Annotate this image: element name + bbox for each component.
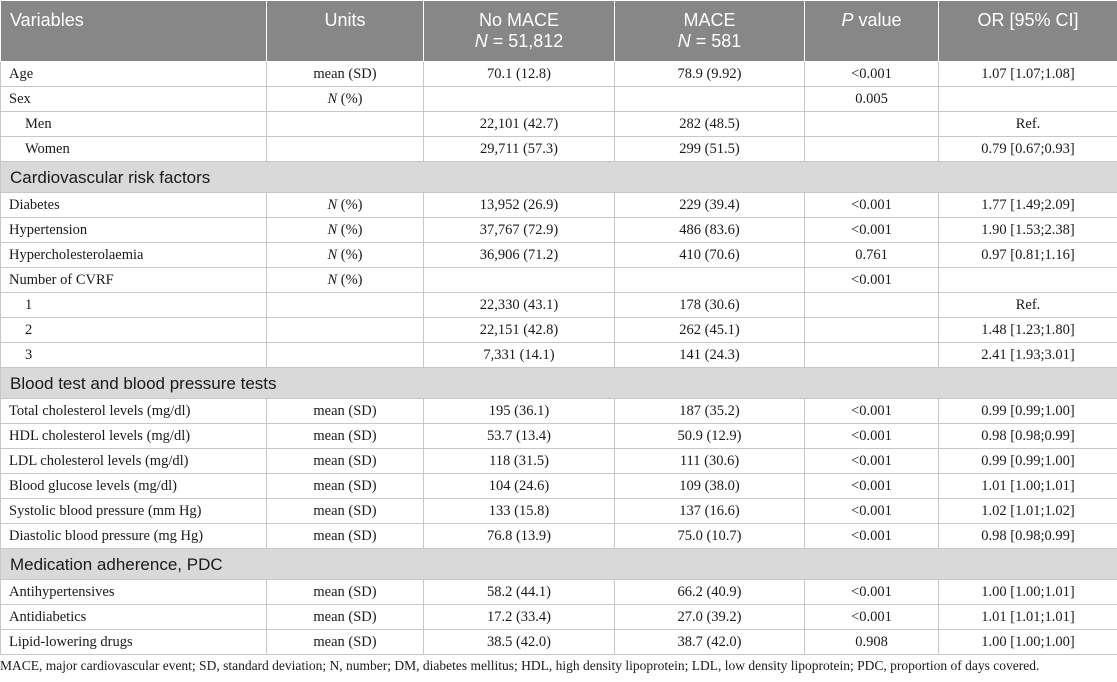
cell-mace: 111 (30.6) bbox=[615, 449, 805, 474]
table-row bbox=[1, 87, 1117, 112]
header-variables: Variables bbox=[1, 1, 267, 62]
cell-no-mace: 29,711 (57.3) bbox=[424, 137, 615, 162]
cell-p-value bbox=[805, 112, 939, 137]
cell-no-mace: 22,101 (42.7) bbox=[424, 112, 615, 137]
cell-units: mean (SD) bbox=[267, 630, 424, 655]
units-rest: (%) bbox=[337, 196, 363, 213]
section-label: Medication adherence, PDC bbox=[1, 549, 1117, 580]
cell-p-value: <0.001 bbox=[805, 449, 939, 474]
table-row bbox=[1, 243, 1117, 268]
cell-p-value bbox=[805, 137, 939, 162]
cell-or bbox=[939, 268, 1117, 293]
cell-or: 1.00 [1.00;1.01] bbox=[939, 580, 1117, 605]
cell-no-mace: 53.7 (13.4) bbox=[424, 424, 615, 449]
cell-p-value: 0.908 bbox=[805, 630, 939, 655]
cell-mace bbox=[615, 268, 805, 293]
table-row bbox=[1, 499, 1117, 524]
cell-p-value: <0.001 bbox=[805, 62, 939, 87]
table-row bbox=[1, 449, 1117, 474]
cell-mace: 50.9 (12.9) bbox=[615, 424, 805, 449]
cell-no-mace: 76.8 (13.9) bbox=[424, 524, 615, 549]
cell-p-value: <0.001 bbox=[805, 424, 939, 449]
header-mace-n-value: = 581 bbox=[690, 31, 742, 51]
section-label: Cardiovascular risk factors bbox=[1, 162, 1117, 193]
cell-units bbox=[267, 243, 424, 268]
cell-p-value: <0.001 bbox=[805, 605, 939, 630]
cell-mace: 282 (48.5) bbox=[615, 112, 805, 137]
cell-p-value: <0.001 bbox=[805, 524, 939, 549]
cell-or: 1.02 [1.01;1.02] bbox=[939, 499, 1117, 524]
cell-mace: 299 (51.5) bbox=[615, 137, 805, 162]
units-n-label: N bbox=[327, 271, 338, 288]
table-row bbox=[1, 193, 1117, 218]
cell-units: mean (SD) bbox=[267, 474, 424, 499]
cell-mace: 178 (30.6) bbox=[615, 293, 805, 318]
cell-units bbox=[267, 268, 424, 293]
cell-variable: Antihypertensives bbox=[1, 580, 267, 605]
table-row bbox=[1, 137, 1117, 162]
cell-variable: 1 bbox=[1, 293, 267, 318]
cell-units bbox=[267, 87, 424, 112]
cell-no-mace: 104 (24.6) bbox=[424, 474, 615, 499]
cell-or: 1.01 [1.00;1.01] bbox=[939, 474, 1117, 499]
units-rest: (%) bbox=[337, 246, 363, 263]
units-n-label: N bbox=[327, 90, 338, 107]
units-rest: (%) bbox=[337, 221, 363, 238]
header-row bbox=[1, 1, 1117, 62]
section-row bbox=[1, 162, 1117, 193]
units-n-label: N bbox=[327, 196, 338, 213]
table-body bbox=[1, 62, 1117, 655]
cell-mace: 109 (38.0) bbox=[615, 474, 805, 499]
table-header bbox=[1, 1, 1117, 62]
table-row bbox=[1, 424, 1117, 449]
cell-or: Ref. bbox=[939, 112, 1117, 137]
cell-no-mace: 195 (36.1) bbox=[424, 399, 615, 424]
cell-variable: Hypercholesterolaemia bbox=[1, 243, 267, 268]
cell-or: Ref. bbox=[939, 293, 1117, 318]
cell-no-mace: 118 (31.5) bbox=[424, 449, 615, 474]
cell-units bbox=[267, 112, 424, 137]
header-p-value: P value bbox=[805, 1, 939, 62]
cell-or: 0.99 [0.99;1.00] bbox=[939, 399, 1117, 424]
units-rest: (%) bbox=[337, 90, 363, 107]
cell-or: 1.90 [1.53;2.38] bbox=[939, 218, 1117, 243]
header-mace: MACE N = 581 bbox=[615, 1, 805, 62]
cell-or: 0.99 [0.99;1.00] bbox=[939, 449, 1117, 474]
cell-no-mace bbox=[424, 268, 615, 293]
table-row bbox=[1, 293, 1117, 318]
header-units: Units bbox=[267, 1, 424, 62]
table-row bbox=[1, 474, 1117, 499]
cell-no-mace: 58.2 (44.1) bbox=[424, 580, 615, 605]
cell-units bbox=[267, 193, 424, 218]
cell-mace: 486 (83.6) bbox=[615, 218, 805, 243]
cell-mace: 27.0 (39.2) bbox=[615, 605, 805, 630]
units-n-label: N bbox=[327, 221, 338, 238]
cell-p-value bbox=[805, 318, 939, 343]
table-row bbox=[1, 524, 1117, 549]
cell-variable: Total cholesterol levels (mg/dl) bbox=[1, 399, 267, 424]
cell-or: 2.41 [1.93;3.01] bbox=[939, 343, 1117, 368]
cell-variable: LDL cholesterol levels (mg/dl) bbox=[1, 449, 267, 474]
table-row bbox=[1, 268, 1117, 293]
cell-mace: 187 (35.2) bbox=[615, 399, 805, 424]
cell-p-value: <0.001 bbox=[805, 268, 939, 293]
cell-p-value: <0.001 bbox=[805, 474, 939, 499]
cell-mace: 141 (24.3) bbox=[615, 343, 805, 368]
units-n-label: N bbox=[327, 246, 338, 263]
cell-units: mean (SD) bbox=[267, 580, 424, 605]
header-mace-n-label: N bbox=[677, 31, 691, 51]
cell-p-value bbox=[805, 293, 939, 318]
cell-units: mean (SD) bbox=[267, 424, 424, 449]
cell-p-value: <0.001 bbox=[805, 193, 939, 218]
cell-or: 1.00 [1.00;1.00] bbox=[939, 630, 1117, 655]
cell-no-mace: 133 (15.8) bbox=[424, 499, 615, 524]
header-no-mace-n-value: = 51,812 bbox=[487, 31, 564, 51]
table-footnote: MACE, major cardiovascular event; SD, standard deviation; N, number; DM, diabetes mellitus; HDL, high density lipoprotein; LDL, low density lipoprotein; PDC, proportion of days covered. bbox=[0, 658, 1040, 673]
cell-variable: Women bbox=[1, 137, 267, 162]
cell-mace: 262 (45.1) bbox=[615, 318, 805, 343]
cell-variable: Men bbox=[1, 112, 267, 137]
cell-units: mean (SD) bbox=[267, 399, 424, 424]
header-no-mace-n-label: N bbox=[474, 31, 488, 51]
table-row bbox=[1, 318, 1117, 343]
cell-p-value: <0.001 bbox=[805, 499, 939, 524]
cell-or: 0.79 [0.67;0.93] bbox=[939, 137, 1117, 162]
cell-no-mace bbox=[424, 87, 615, 112]
cell-no-mace: 38.5 (42.0) bbox=[424, 630, 615, 655]
cell-mace: 137 (16.6) bbox=[615, 499, 805, 524]
cell-variable: Systolic blood pressure (mm Hg) bbox=[1, 499, 267, 524]
table-row bbox=[1, 62, 1117, 87]
cell-mace: 66.2 (40.9) bbox=[615, 580, 805, 605]
cell-mace: 75.0 (10.7) bbox=[615, 524, 805, 549]
cell-or: 1.77 [1.49;2.09] bbox=[939, 193, 1117, 218]
cell-mace: 78.9 (9.92) bbox=[615, 62, 805, 87]
cell-p-value: 0.761 bbox=[805, 243, 939, 268]
cell-p-value bbox=[805, 343, 939, 368]
cell-units: mean (SD) bbox=[267, 449, 424, 474]
section-row bbox=[1, 368, 1117, 399]
table-row bbox=[1, 399, 1117, 424]
cell-no-mace: 37,767 (72.9) bbox=[424, 218, 615, 243]
cell-no-mace: 17.2 (33.4) bbox=[424, 605, 615, 630]
cell-variable: Sex bbox=[1, 87, 267, 112]
cell-no-mace: 36,906 (71.2) bbox=[424, 243, 615, 268]
cell-or: 1.01 [1.01;1.01] bbox=[939, 605, 1117, 630]
cell-or: 0.98 [0.98;0.99] bbox=[939, 424, 1117, 449]
cell-variable: Age bbox=[1, 62, 267, 87]
cell-variable: HDL cholesterol levels (mg/dl) bbox=[1, 424, 267, 449]
table-row bbox=[1, 580, 1117, 605]
cell-units bbox=[267, 293, 424, 318]
cell-or: 1.07 [1.07;1.08] bbox=[939, 62, 1117, 87]
cell-variable: Antidiabetics bbox=[1, 605, 267, 630]
cell-no-mace: 70.1 (12.8) bbox=[424, 62, 615, 87]
cell-units bbox=[267, 318, 424, 343]
section-row bbox=[1, 549, 1117, 580]
cell-p-value: <0.001 bbox=[805, 580, 939, 605]
cell-variable: 2 bbox=[1, 318, 267, 343]
table-row bbox=[1, 218, 1117, 243]
table-row bbox=[1, 605, 1117, 630]
header-no-mace: No MACE N = 51,812 bbox=[424, 1, 615, 62]
section-label: Blood test and blood pressure tests bbox=[1, 368, 1117, 399]
cell-variable: Diastolic blood pressure (mg Hg) bbox=[1, 524, 267, 549]
cell-no-mace: 22,330 (43.1) bbox=[424, 293, 615, 318]
cell-variable: Hypertension bbox=[1, 218, 267, 243]
cell-mace: 410 (70.6) bbox=[615, 243, 805, 268]
cell-mace: 229 (39.4) bbox=[615, 193, 805, 218]
header-or: OR [95% CI] bbox=[939, 1, 1117, 62]
cell-units: mean (SD) bbox=[267, 62, 424, 87]
units-rest: (%) bbox=[337, 271, 363, 288]
cell-p-value: <0.001 bbox=[805, 218, 939, 243]
cell-units: mean (SD) bbox=[267, 499, 424, 524]
cell-units bbox=[267, 218, 424, 243]
cell-mace: 38.7 (42.0) bbox=[615, 630, 805, 655]
cell-or: 0.97 [0.81;1.16] bbox=[939, 243, 1117, 268]
table-row bbox=[1, 343, 1117, 368]
cell-variable: Blood glucose levels (mg/dl) bbox=[1, 474, 267, 499]
cell-variable: Diabetes bbox=[1, 193, 267, 218]
cell-units bbox=[267, 343, 424, 368]
table-row bbox=[1, 112, 1117, 137]
cell-mace bbox=[615, 87, 805, 112]
cell-units: mean (SD) bbox=[267, 605, 424, 630]
cell-or bbox=[939, 87, 1117, 112]
cell-or: 1.48 [1.23;1.80] bbox=[939, 318, 1117, 343]
cell-or: 0.98 [0.98;0.99] bbox=[939, 524, 1117, 549]
cell-units: mean (SD) bbox=[267, 524, 424, 549]
cell-no-mace: 13,952 (26.9) bbox=[424, 193, 615, 218]
table-row bbox=[1, 630, 1117, 655]
cell-no-mace: 22,151 (42.8) bbox=[424, 318, 615, 343]
cell-variable: Number of CVRF bbox=[1, 268, 267, 293]
cell-p-value: <0.001 bbox=[805, 399, 939, 424]
cell-variable: 3 bbox=[1, 343, 267, 368]
cell-no-mace: 7,331 (14.1) bbox=[424, 343, 615, 368]
cell-variable: Lipid-lowering drugs bbox=[1, 630, 267, 655]
cell-units bbox=[267, 137, 424, 162]
cell-p-value: 0.005 bbox=[805, 87, 939, 112]
